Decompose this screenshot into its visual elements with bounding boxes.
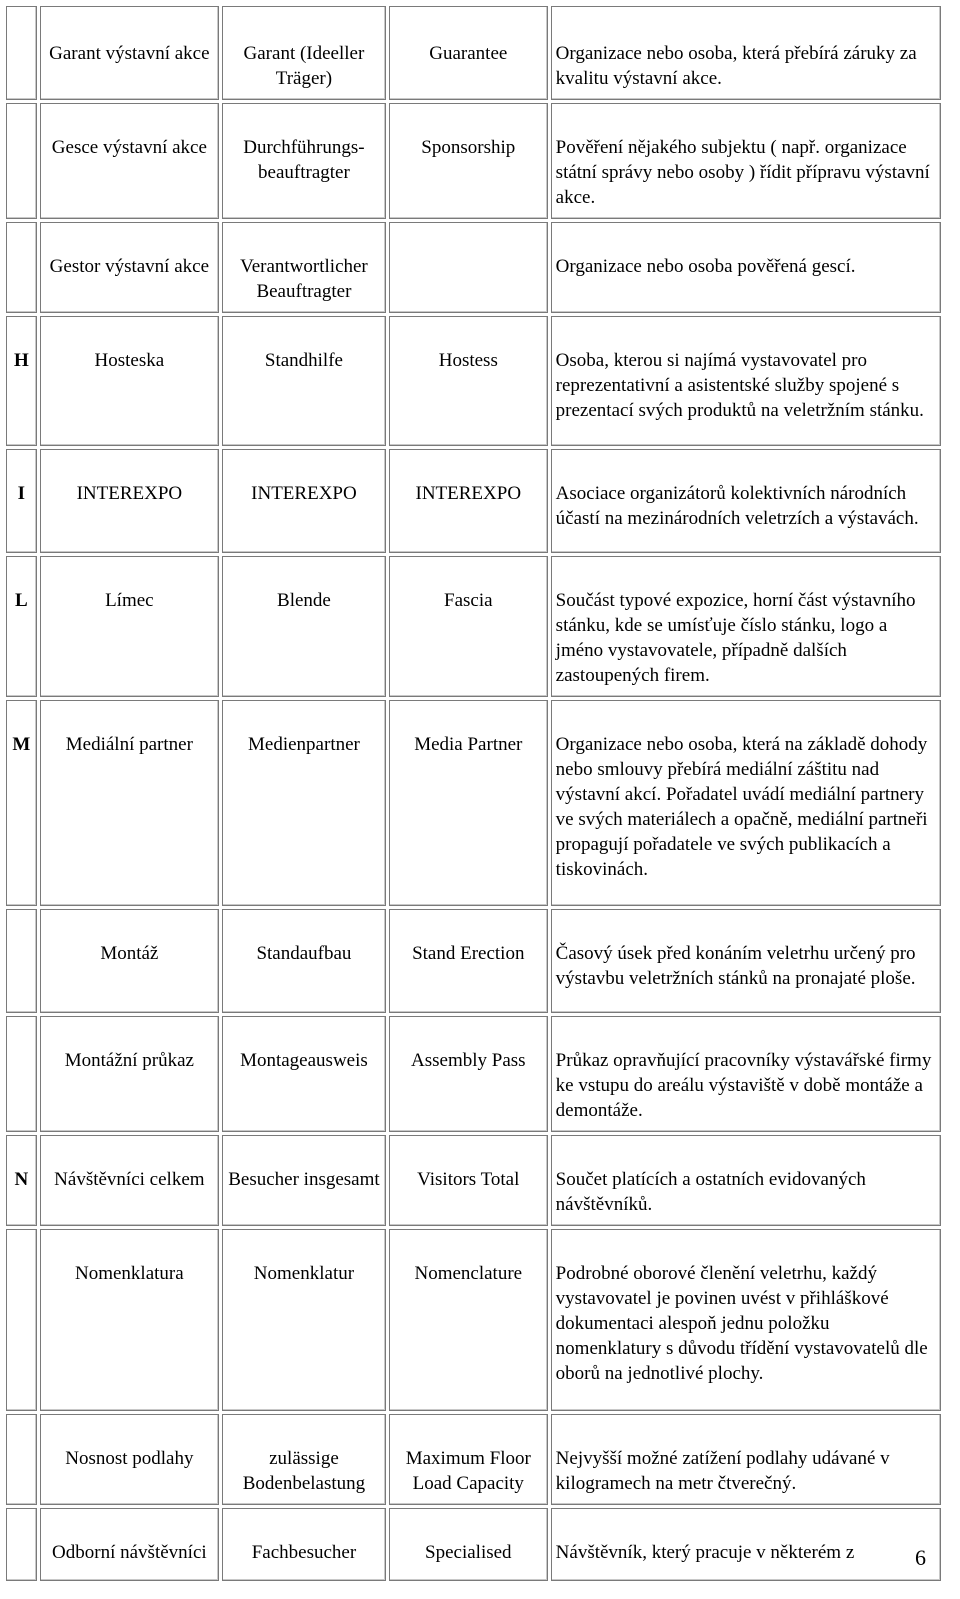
section-letter: H	[6, 316, 37, 446]
table-row	[6, 1414, 941, 1505]
term-definition: Součet platících a ostatních evidovaných návštěvníků.	[551, 1135, 941, 1226]
term-czech: Hosteska	[40, 316, 219, 446]
term-german: Durchführungs-beauftragter	[222, 103, 386, 219]
section-letter	[6, 222, 37, 313]
term-definition: Součást typové expozice, horní část výstavního stánku, kde se umísťuje číslo stánku, logo a jméno vystavovatele, případně dalších zastoupených firem.	[551, 556, 941, 697]
section-letter	[6, 1016, 37, 1132]
term-english: Nomenclature	[389, 1229, 548, 1411]
table-row	[6, 909, 941, 1013]
term-definition: Časový úsek před konáním veletrhu určený pro výstavbu veletržních stánků na pronajaté ploše.	[551, 909, 941, 1013]
term-czech: Montáž	[40, 909, 219, 1013]
term-german: Fachbesucher	[222, 1508, 386, 1581]
term-english: Guarantee	[389, 6, 548, 100]
section-letter: I	[6, 449, 37, 553]
page-number: 6	[915, 1545, 926, 1570]
term-english: INTEREXPO	[389, 449, 548, 553]
term-german: Standaufbau	[222, 909, 386, 1013]
table-row	[6, 449, 941, 553]
term-czech: Gesce výstavní akce	[40, 103, 219, 219]
term-czech: Nomenklatura	[40, 1229, 219, 1411]
table-row	[6, 316, 941, 446]
term-english: Visitors Total	[389, 1135, 548, 1226]
section-letter: N	[6, 1135, 37, 1226]
term-definition: Průkaz opravňující pracovníky výstavářské firmy ke vstupu do areálu výstaviště v době montáže a demontáže.	[551, 1016, 941, 1132]
term-czech: INTEREXPO	[40, 449, 219, 553]
section-letter	[6, 103, 37, 219]
term-german: Montageausweis	[222, 1016, 386, 1132]
term-definition: Návštěvník, který pracuje v některém z	[551, 1508, 941, 1581]
term-english: Assembly Pass	[389, 1016, 548, 1132]
term-definition: Pověření nějakého subjektu ( např. organizace státní správy nebo osoby ) řídit přípravu výstavní akce.	[551, 103, 941, 219]
term-german: Besucher insgesamt	[222, 1135, 386, 1226]
term-czech: Nosnost podlahy	[40, 1414, 219, 1505]
term-english	[389, 222, 548, 313]
term-czech: Garant výstavní akce	[40, 6, 219, 100]
term-english: Hostess	[389, 316, 548, 446]
term-definition: Osoba, kterou si najímá vystavovatel pro reprezentativní a asistentské služby spojené s prezentací svých produktů na veletržním stánku.	[551, 316, 941, 446]
table-row	[6, 700, 941, 906]
section-letter	[6, 1229, 37, 1411]
term-english: Media Partner	[389, 700, 548, 906]
term-definition: Organizace nebo osoba, která přebírá záruky za kvalitu výstavní akce.	[551, 6, 941, 100]
term-german: Medienpartner	[222, 700, 386, 906]
term-definition: Organizace nebo osoba, která na základě dohody nebo smlouvy přebírá mediální záštitu nad výstavní akcí. Pořadatel uvádí mediální partnery ve svých materiálech a opačně, mediální partneři propagují pořadatele ve svých publikacích a tiskovinách.	[551, 700, 941, 906]
term-english: Stand Erection	[389, 909, 548, 1013]
term-czech: Límec	[40, 556, 219, 697]
term-definition: Organizace nebo osoba pověřená gescí.	[551, 222, 941, 313]
term-german: Verantwortlicher Beauftragter	[222, 222, 386, 313]
section-letter	[6, 909, 37, 1013]
term-german: INTEREXPO	[222, 449, 386, 553]
table-row	[6, 1508, 941, 1581]
table-row	[6, 6, 941, 100]
term-definition: Nejvyšší možné zatížení podlahy udávané v kilogramech na metr čtverečný.	[551, 1414, 941, 1505]
term-czech: Gestor výstavní akce	[40, 222, 219, 313]
section-letter	[6, 1508, 37, 1581]
term-definition: Podrobné oborové členění veletrhu, každý vystavovatel je povinen uvést v přihláškové dokumentaci alespoň jednu položku nomenklatury s důvodu třídění vystavovatelů dle oborů na jednotlivé plochy.	[551, 1229, 941, 1411]
table-row	[6, 1016, 941, 1132]
table-row	[6, 222, 941, 313]
term-german: Blende	[222, 556, 386, 697]
term-english: Fascia	[389, 556, 548, 697]
table-row	[6, 103, 941, 219]
section-letter	[6, 1414, 37, 1505]
term-german: Nomenklatur	[222, 1229, 386, 1411]
term-german: Garant (Ideeller Träger)	[222, 6, 386, 100]
term-czech: Montážní průkaz	[40, 1016, 219, 1132]
term-czech: Odborní návštěvníci	[40, 1508, 219, 1581]
table-row	[6, 1229, 941, 1411]
term-english: Specialised	[389, 1508, 548, 1581]
table-row	[6, 1135, 941, 1226]
section-letter: L	[6, 556, 37, 697]
glossary-table	[3, 3, 944, 1584]
term-czech: Návštěvníci celkem	[40, 1135, 219, 1226]
term-english: Maximum Floor Load Capacity	[389, 1414, 548, 1505]
section-letter	[6, 6, 37, 100]
term-english: Sponsorship	[389, 103, 548, 219]
table-row	[6, 556, 941, 697]
section-letter: M	[6, 700, 37, 906]
term-german: zulässige Bodenbelastung	[222, 1414, 386, 1505]
term-definition: Asociace organizátorů kolektivních národních účastí na mezinárodních veletrzích a výstavách.	[551, 449, 941, 553]
term-czech: Mediální partner	[40, 700, 219, 906]
term-german: Standhilfe	[222, 316, 386, 446]
